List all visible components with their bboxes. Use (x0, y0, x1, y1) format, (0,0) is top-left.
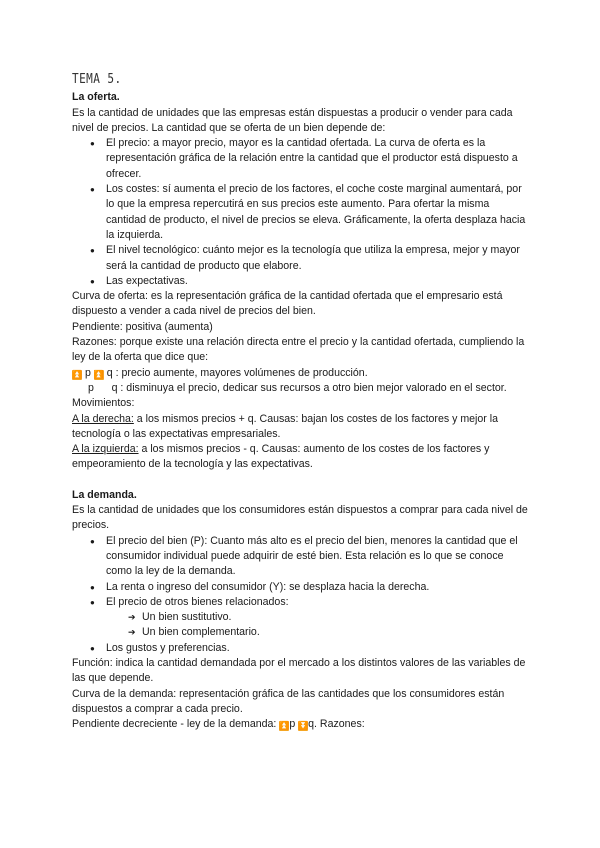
oferta-movimientos: Movimientos: (72, 397, 135, 410)
up-arrow-icon: ⏫ (72, 369, 82, 379)
document-page (72, 72, 532, 732)
sub-item-complementario: ➔ Un bien complementario. (142, 625, 532, 640)
izquierda-text: a los mismos precios - q. Causas: aumento de los costes de los factores y empeoramiento de la tecnología y las expectativas. (72, 443, 490, 471)
demanda-bullet-precio: ● El precio del bien (P): Cuanto más alto es el precio del bien, menores la cantidad que el consumidor individual puede adquirir de esté bien. Esta relación es lo que se conoce como la ley de la demanda. (106, 534, 532, 580)
demanda-pendiente (72, 717, 532, 732)
law2-p: p (88, 381, 94, 394)
demanda-title: La demanda. (72, 488, 137, 501)
oferta-derecha (72, 412, 532, 443)
pendiente-post: q. Razones: (308, 718, 365, 731)
oferta-izquierda (72, 442, 532, 473)
demanda-curva: Curva de la demanda: representación gráfica de las cantidades que los consumidores están dispuestos a comprar a cada precio. (72, 687, 505, 715)
down-arrow-icon: ⏬ (298, 721, 309, 731)
oferta-bullet-precio: ● El precio: a mayor precio, mayor es la cantidad ofertada. La curva de oferta es la representación gráfica de la relación entre la cantidad que el productor está dispuesto a ofrecer. (106, 136, 532, 182)
demanda-bullet-relacionados (106, 595, 532, 610)
oferta-title: La oferta. (72, 91, 120, 104)
sub-item-sustitutivo: ➔ Un bien sustitutivo. (142, 610, 532, 625)
derecha-label: A la derecha: (72, 412, 134, 425)
demanda-bullet-gustos: ● Los gustos y preferencias. (106, 641, 532, 656)
oferta-pendiente: Pendiente: positiva (aumenta) (72, 320, 213, 333)
oferta-curva: Curva de oferta: es la representación gráfica de la cantidad ofertada que el empresario está dispuesto a vender a cada nivel de precios del bien. (72, 290, 503, 318)
oferta-bullet-expectativas: ● Las expectativas. (106, 274, 532, 289)
derecha-text: a los mismos precios + q. Causas: bajan los costes de los factores y mejor la tecnología o las expectativas empresariales. (72, 412, 499, 440)
demanda-bullet-list-2 (72, 641, 532, 656)
oferta-bullet-list (72, 136, 532, 289)
demanda-intro: Es la cantidad de unidades que los consumidores están dispuestos a comprar para cada nivel de precios. (72, 504, 528, 532)
up-arrow-icon: ⏫ (93, 369, 104, 379)
law2-q: q : disminuya el precio, dedicar sus recursos a otro bien mejor valorado en el sector. (111, 381, 507, 394)
demanda-bullet-list (72, 534, 532, 610)
oferta-intro: Es la cantidad de unidades que las empresas están dispuestas a producir o vender para cada nivel de precios. La cantidad que se oferta de un bien depende de: (72, 106, 513, 134)
demanda-sub-list (72, 610, 532, 641)
handwritten-heading: TEMA 5. (72, 72, 122, 87)
law1-q: q : precio aumente, mayores volúmenes de producción. (106, 366, 368, 379)
demanda-bullet-renta: ● La renta o ingreso del consumidor (Y): se desplaza hacia la derecha. (106, 580, 532, 595)
oferta-bullet-tecnologia: ● El nivel tecnológico: cuánto mejor es la tecnología que utiliza la empresa, mejor y mayor será la cantidad de producto que elabore. (106, 243, 532, 274)
oferta-law-increase (72, 366, 532, 381)
izquierda-label: A la izquierda: (72, 443, 139, 456)
law1-p: p (84, 366, 91, 379)
oferta-bullet-costes: ● Los costes: sí aumenta el precio de los factores, el coche coste marginal aumentará, por lo que la empresa repercutirá en sus precios este aumento. Para ofertar la misma cantidad de producto, el nivel de precios se eleva. Gráficamente, la oferta desplaza hacia la izquierda. (106, 182, 532, 243)
pendiente-p: p (289, 718, 299, 731)
demanda-funcion: Función: indica la cantidad demandada por el mercado a los distintos valores de las variables de las que depende. (72, 656, 526, 685)
pendiente-pre: Pendiente decreciente - ley de la demanda: (72, 718, 280, 731)
oferta-razones: Razones: porque existe una relación directa entre el precio y la cantidad ofertada, cumpliendo la ley de la oferta que dice que: (72, 336, 525, 364)
up-arrow-icon: ⏫ (279, 721, 290, 731)
oferta-law-decrease (72, 381, 532, 396)
demanda-bullet-relacionados-label: El precio de otros bienes relacionados: (106, 595, 289, 608)
